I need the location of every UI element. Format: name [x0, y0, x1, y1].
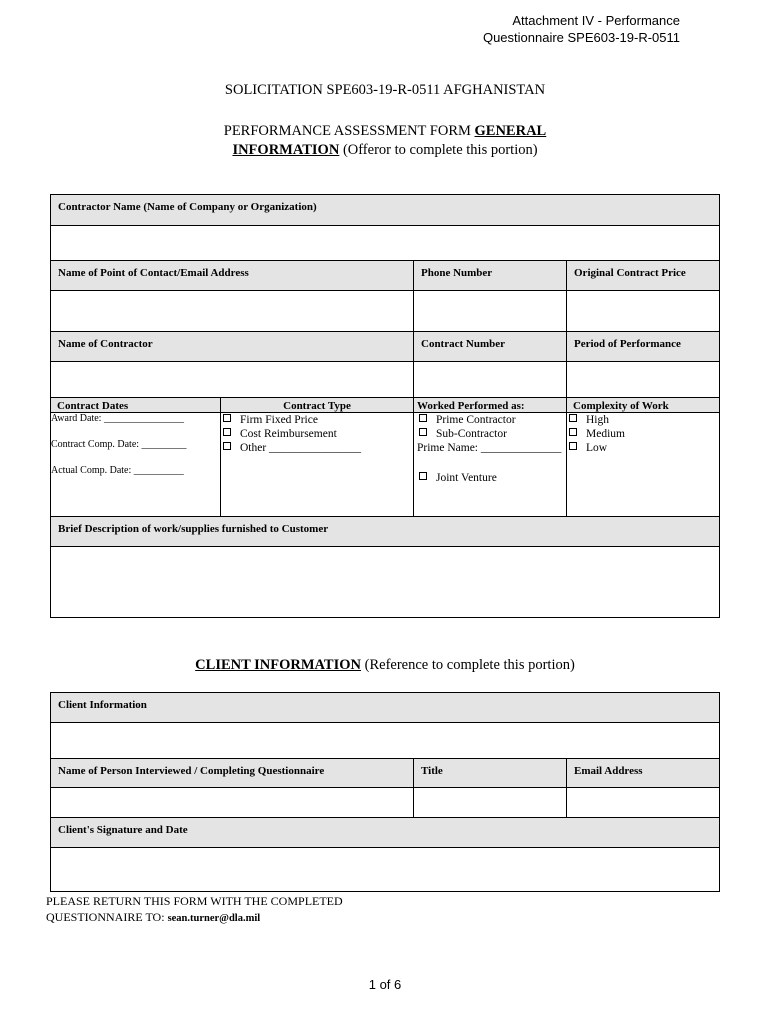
- title-field[interactable]: [414, 788, 567, 818]
- option-label: Firm Fixed Price: [240, 414, 318, 426]
- form-title-information: INFORMATION: [232, 142, 340, 158]
- option-sub-contractor[interactable]: [417, 427, 566, 441]
- option-label: Sub-Contractor: [436, 428, 507, 440]
- price-label: Original Contract Price: [567, 261, 720, 291]
- checkbox-icon[interactable]: [419, 414, 427, 422]
- return-email[interactable]: sean.turner@dla.mil: [167, 913, 261, 924]
- worked-as-cell: [414, 413, 567, 517]
- description-label: Brief Description of work/supplies furnished to Customer: [51, 517, 720, 547]
- option-label: Cost Reimbursement: [240, 428, 337, 440]
- email-label: Email Address: [567, 759, 720, 788]
- option-medium[interactable]: [567, 427, 719, 441]
- contract-dates-cell: [51, 413, 221, 517]
- option-cost-reimbursement[interactable]: [221, 427, 413, 441]
- header-line-1: Attachment IV - Performance: [512, 13, 680, 28]
- client-heading-rest: (Reference to complete this portion): [361, 657, 575, 673]
- signature-label: Client's Signature and Date: [51, 818, 720, 848]
- phone-field[interactable]: [414, 291, 567, 332]
- complexity-label: Complexity of Work: [567, 398, 720, 413]
- poc-field[interactable]: [51, 291, 414, 332]
- award-date[interactable]: Award Date: ________________: [51, 413, 184, 424]
- return-instructions: [46, 893, 343, 927]
- email-field[interactable]: [567, 788, 720, 818]
- client-information-table: [50, 692, 720, 892]
- general-information-table: [50, 194, 720, 618]
- option-high[interactable]: [567, 413, 719, 427]
- checkbox-icon[interactable]: [223, 414, 231, 422]
- checkbox-icon[interactable]: [569, 414, 577, 422]
- client-information-heading: [0, 657, 770, 674]
- checkbox-icon[interactable]: [419, 428, 427, 436]
- person-field[interactable]: [51, 788, 414, 818]
- actual-comp-date[interactable]: Actual Comp. Date: __________: [51, 465, 184, 476]
- form-title: [0, 122, 770, 160]
- contractor-name-field[interactable]: [51, 226, 720, 261]
- type-label: Contract Type: [221, 398, 414, 413]
- contract-number-field[interactable]: [414, 362, 567, 398]
- return-prefix: QUESTIONNAIRE TO:: [46, 910, 168, 924]
- client-heading-bold: CLIENT INFORMATION: [195, 657, 362, 673]
- client-info-label: Client Information: [51, 693, 720, 723]
- option-other[interactable]: [221, 441, 413, 455]
- return-line-2: [46, 909, 343, 927]
- option-label: High: [586, 414, 609, 426]
- page-number: 1 of 6: [368, 977, 402, 992]
- poc-label: Name of Point of Contact/Email Address: [51, 261, 414, 291]
- client-info-field[interactable]: [51, 723, 720, 759]
- form-title-part-1: PERFORMANCE ASSESSMENT FORM: [223, 123, 475, 139]
- option-joint-venture[interactable]: [417, 471, 566, 485]
- checkbox-icon[interactable]: [569, 428, 577, 436]
- option-label: Joint Venture: [436, 472, 497, 484]
- solicitation-title: SOLICITATION SPE603-19-R-0511 AFGHANISTAN: [224, 82, 546, 98]
- contract-number-label: Contract Number: [414, 332, 567, 362]
- option-low[interactable]: [567, 441, 719, 455]
- phone-label: Phone Number: [414, 261, 567, 291]
- dates-label: Contract Dates: [51, 398, 221, 413]
- checkbox-icon[interactable]: [223, 442, 231, 450]
- period-label: Period of Performance: [567, 332, 720, 362]
- form-title-general: GENERAL: [474, 123, 547, 139]
- option-label: Other ________________: [240, 442, 362, 454]
- description-field[interactable]: [51, 547, 720, 618]
- price-field[interactable]: [567, 291, 720, 332]
- option-label: Prime Contractor: [436, 414, 516, 426]
- checkbox-icon[interactable]: [223, 428, 231, 436]
- prime-name[interactable]: Prime Name: ______________: [417, 442, 562, 454]
- attachment-header: [483, 12, 680, 46]
- signature-field[interactable]: [51, 848, 720, 892]
- title-label: Title: [414, 759, 567, 788]
- header-line-2: Questionnaire SPE603-19-R-0511: [482, 30, 680, 45]
- form-title-part-2: (Offeror to complete this portion): [339, 142, 538, 158]
- contractor-label: Name of Contractor: [51, 332, 414, 362]
- contractor-name-label: Contractor Name (Name of Company or Organization): [51, 195, 720, 226]
- return-line-1: PLEASE RETURN THIS FORM WITH THE COMPLETED: [46, 894, 343, 908]
- contract-type-cell: [221, 413, 414, 517]
- period-field[interactable]: [567, 362, 720, 398]
- option-label: Medium: [586, 428, 625, 440]
- option-label: Low: [586, 442, 608, 454]
- checkbox-icon[interactable]: [569, 442, 577, 450]
- worked-label: Worked Performed as:: [414, 398, 567, 413]
- contractor-field[interactable]: [51, 362, 414, 398]
- option-prime-contractor[interactable]: [417, 413, 566, 427]
- contract-comp-date[interactable]: Contract Comp. Date: _________: [51, 439, 187, 450]
- option-firm-fixed-price[interactable]: [221, 413, 413, 427]
- person-label: Name of Person Interviewed / Completing Questionnaire: [51, 759, 414, 788]
- complexity-cell: [567, 413, 720, 517]
- checkbox-icon[interactable]: [419, 472, 427, 480]
